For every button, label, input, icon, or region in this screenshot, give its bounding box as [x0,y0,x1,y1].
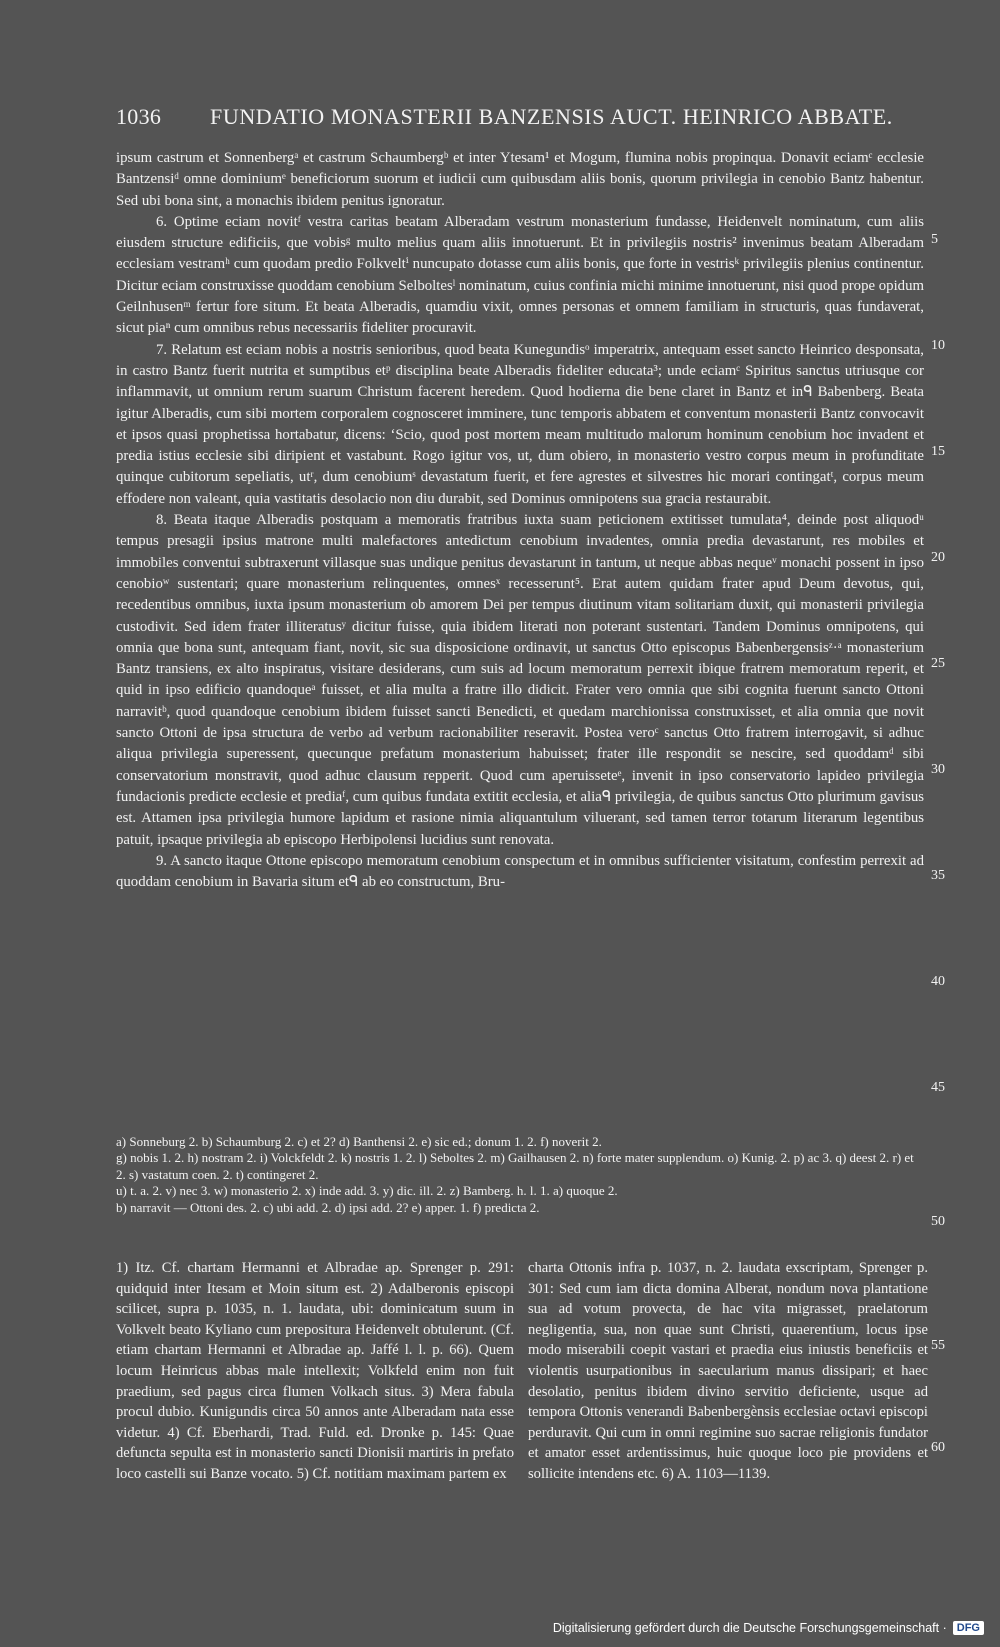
paragraph-5-end: ipsum castrum et Sonnenbergᵃ et castrum Schaumbergᵇ et inter Ytesam¹ et Mogum, flumina nobis propinqua. Donavit eciamᶜ ecclesie Bantzensiᵈ omne dominiumᵉ beneficiorum suorum et iudicii cum quibusdam aliis bonis, quorum privilegia in cenobio Bantz habentur. Sed ubi bona sint, a monachis ibidem penitus ignoratur. [116,150,924,209]
critical-apparatus [116,1134,924,1216]
line-number: 60 [931,1440,945,1455]
line-number: 10 [931,338,945,353]
running-title: FUNDATIO MONASTERII BANZENSIS AUCT. HEINRICO ABBATE. [210,104,893,129]
line-number: 15 [931,444,945,459]
main-text [116,148,924,893]
line-number: 35 [931,868,945,883]
apparatus-line: g) nobis 1. 2. h) nostram 2. i) Volckfeldt 2. k) nostris 1. 2. l) Seboltes 2. m) Gailhausen 2. n) forte mater supplendum. o) Kunig. 2. p) ac 3. q) deest 2. r) et 2. s) vastatum coen. 2. t) contingeret 2. [116,1150,914,1182]
line-number: 25 [931,656,945,671]
paragraph-9: 9. A sancto itaque Ottone episcopo memoratum cenobium conspectum et in omnibus sufficienter visitatum, confestim perrexit ad quoddam cenobium in Bavaria situm etᑫ ab eo constructum, Bru- [116,852,924,891]
credit-text: Digitalisierung gefördert durch die Deutsche Forschungsgemeinschaft · [552,1621,947,1635]
paragraph-7: 7. Relatum est eciam nobis a nostris senioribus, quod beata Kunegundisᵒ imperatrix, antequam esset sancto Heinrico desponsata, in castro Bantz fuerit nutrita et sumptibus etᵖ disciplina beate Alberadis fideliter educata³; unde eciamᶜ Spiritus sanctus utriusque cor inflammavit, ut omnium rerum suarum Christum facerent heredem. Quod hodierna die bene claret in Bantz et inᑫ Babenberg. Beata igitur Alberadis, cum sibi mortem corporalem cognosceret imminere, tunc temporis abbatem et conventum monasterii Bantz convocavit et ipsos quasi prophetissa hortabatur, dicens: ‘Scio, quod post mortem meam multitudo malorum hominum cenobium hoc invadent et predia istius ecclesie sibi diripient et vastabunt. Rogo igitur vos, ut, dum obiero, in monasterio vestro corpus meum in profunditate quinque cubitorum sepeliatis, utʳ, dum cenobiumˢ devastatum fuerit, et fere agrestes et silvestres hic morari contingatᵗ, corpus meum effodere non valeant, quia vastitatis desolacio non diu durabit, sed Dominus omnipotens sua gracia restaurabit. [116,341,924,507]
line-number: 30 [931,762,945,777]
apparatus-line: a) Sonneburg 2. b) Schaumburg 2. c) et 2? d) Banthensi 2. e) sic ed.; donum 1. 2. f) noverit 2. [116,1134,602,1149]
commentary-text: charta Ottonis infra p. 1037, n. 2. laudata exscriptam, Sprenger p. 301: Sed cum iam dicta domina Alberat, nondum nova plantatione sua ad votum provecta, de hac vita migrasset, praelatorum negligentia, sua, non quae sunt Christi, quaerentium, locus ipse modo miserabili coepit vastari et praedia eius iniustis beneficiis et violentis usurpationibus in saecularium manus dissipari; et haec desolatio, penitus ibidem divino servitio deficiente, usque ad tempora Ottonis venerandi Babenbergènsis ecclesiae octavi episcopi perduravit. Qui cum in omni regimine suo sacrae religionis fundator et amator esset ardentissimus, huic quoque loco pie providens et sollicite intendens etc. 6) A. 1103—1139. [528,1260,928,1482]
paragraph-8: 8. Beata itaque Alberadis postquam a memoratis fratribus iuxta suam peticionem extitisset tumulata⁴, deinde post aliquodᵘ tempus presagii ipsius matrone multi malefactores antedictum cenobium invadentes, omnia predia devastarunt, res mobiles et immobiles conventui subtraxerunt villasque suas undique penitus devastarunt in tantum, ut neque abbas nequeᵛ monachi possent in ipso cenobioʷ sustentari; quare monasterium relinquentes, omnesˣ recesserunt⁵. Erat autem quidam frater apud Deum devotus, qui, recedentibus omnibus, iuxta ipsum monasterium ob amorem Dei per tempus diutinum vitam solitariam duxit, qui monasterii privilegia custodivit. Sed idem frater illiteratusʸ dicitur fuisse, quia ibidem literati non poterant sustentari. Tandem Dominus omnipotens, qui omnia que bona sunt, antequam fiant, novit, sic sua disposicione ordinavit, ut sanctus Otto episcopus Babenbergensisᶻ·ᵃ monasterium Bantz transiens, ex alto inspiratus, visitare desiderans, cum suis ad locum memoratum perrexit ibique fratrem memoratum reperit, et quid in ipso edificio quandoqueᵃ fuisset, et alia multa a fratre illo didicit. Frater vero omnia que sibi cognita fuerunt sancto Ottoni narravitᵇ, quod quandoque cenobium ibidem fuisset sancti Benedicti, et quedam marchionissa construxisset, et alia omnia que novit sancto Ottoni de ipsa structura de verbo ad verbum racionabiliter reseravit. Postea veroᶜ sanctus Otto fratrem interrogavit, si adhuc aliqua privilegia superessent, quecunque prefatum monasterium habuisset; frater ille respondit se nescire, sed quoddamᵈ sibi conservatorium monstravit, quod adhuc clausum repperit. Quod cum aperuisseteᵉ, invenit in ipso conservatorio lapideo privilegia fundacionis predicte ecclesie et prediaᶠ, cum quibus fundata extitit ecclesia, et aliaᑫ privilegia, de quibus sanctus Otto plurimum gavisus est. Attamen ipsa privilegia humore lapidum et rasione nimia aliquantulum viluerant, sed tamen terror totarum literarum legentibus patuit, ipsaque privilegia ab episcopo Herbipolensi lucidius sunt renovata. [116,512,924,848]
commentary-left-column [116,1258,514,1485]
line-number: 20 [931,550,945,565]
line-number: 40 [931,974,945,989]
commentary-right-column [528,1258,928,1485]
page-header [116,104,926,136]
line-number: 50 [931,1214,945,1229]
line-number: 45 [931,1080,945,1095]
line-number: 55 [931,1338,945,1353]
apparatus-line: b) narravit — Ottoni des. 2. c) ubi add. 2. d) ipsi add. 2? e) apper. 1. f) predicta 2. [116,1199,540,1215]
paragraph-6: 6. Optime eciam novitᶠ vestra caritas beatam Alberadam vestrum monasterium fundasse, Heidenvelt nominatum, cum aliis eiusdem structure edificiis, que vobisᵍ multo melius quam aliis innotuerunt. Et in privilegiis nostris² invenimus beatam Alberadam ecclesiam vestramʰ cum quodam predio Folkveltⁱ nuncupato dotasse cum aliis bonis, que forte in vestrisᵏ privilegiis plenius continentur. Dicitur eciam construxisse quoddam cenobium Selboltesˡ nominatum, cuius confinia michi minime innotuerunt, nisi quod prope opidum Geilnhusenᵐ fertur fore situm. Et beata Alberadis, quamdiu vixit, omnes personas et omnem familiam in structuris, quas fundaverat, sicut piaⁿ cum omnibus rebus necessariis fideliter procuravit. [116,213,924,337]
digitization-credit [553,1617,984,1639]
apparatus-line: u) t. a. 2. v) nec 3. w) monasterio 2. x) inde add. 3. y) dic. ill. 2. z) Bamberg. h. l. 1. a) quoque 2. [116,1183,618,1199]
page-number: 1036 [116,104,162,129]
line-number: 5 [931,232,938,247]
dfg-logo: DFG [953,1621,984,1635]
commentary-text: 1) Itz. Cf. chartam Hermanni et Albradae ap. Sprenger p. 291: quidquid inter Itesam et Moin situm est. 2) Adalberonis episcopi scilicet, supra p. 1035, n. 1. laudata, ubi: dominicatum suum in Volkvelt beato Kyliano cum prepositura Heidenvelt obtulerunt. (Cf. etiam chartam Hermanni et Albradae ap. Jaffé l. l. p. 66). Quem locum Heinricus abbas male intellexit; Volkfeld enim non fuit praedium, sed pagus circa flumen Volkach situs. 3) Mera fabula procul dubio. Kunigundis circa 50 annos ante Alberadam nata esse videtur. 4) Cf. Eberhardi, Trad. Fuld. ed. Dronke p. 145: Quae defuncta sepulta est in monasterio sancti Dionisii martiris in prefato loco castelli sui Banze vocato. 5) Cf. notitiam maximam partem ex [116,1260,514,1482]
